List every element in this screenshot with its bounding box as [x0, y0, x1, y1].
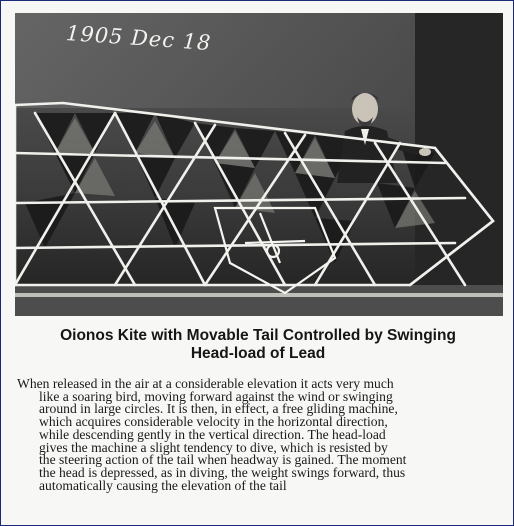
caption-line: while descending gently in the vertical direction. The head-load	[39, 426, 386, 442]
caption-line: the head is depressed, as in diving, the weight swings forward, thus	[39, 464, 406, 480]
caption-line: around in large circles. It is then, in effect, a free gliding machine,	[39, 401, 398, 417]
caption-body	[17, 378, 507, 492]
date-annotation: 1905 Dec 18	[65, 21, 213, 56]
caption-line: gives the machine a slight tendency to dive, which is resisted by	[39, 439, 388, 455]
caption-line: which acquires considerable velocity in the horizontal direction,	[39, 414, 388, 430]
caption-title-line-1: Oionos Kite with Movable Tail Controlled by Swinging	[60, 327, 456, 344]
caption-line: automatically causing the elevation of the tail	[39, 477, 287, 493]
caption-line: When released in the air at a considerable elevation it acts very much	[17, 376, 394, 391]
caption-line: like a soaring bird, moving forward against the wind or swinging	[39, 388, 393, 404]
caption-title-line-2: Head-load of Lead	[190, 345, 326, 362]
kite-photograph	[15, 13, 503, 316]
kite-photo-drawing	[15, 13, 503, 316]
caption-title	[11, 327, 505, 363]
caption-line: the steering action of the tail when headway is gained. The moment	[39, 452, 407, 468]
